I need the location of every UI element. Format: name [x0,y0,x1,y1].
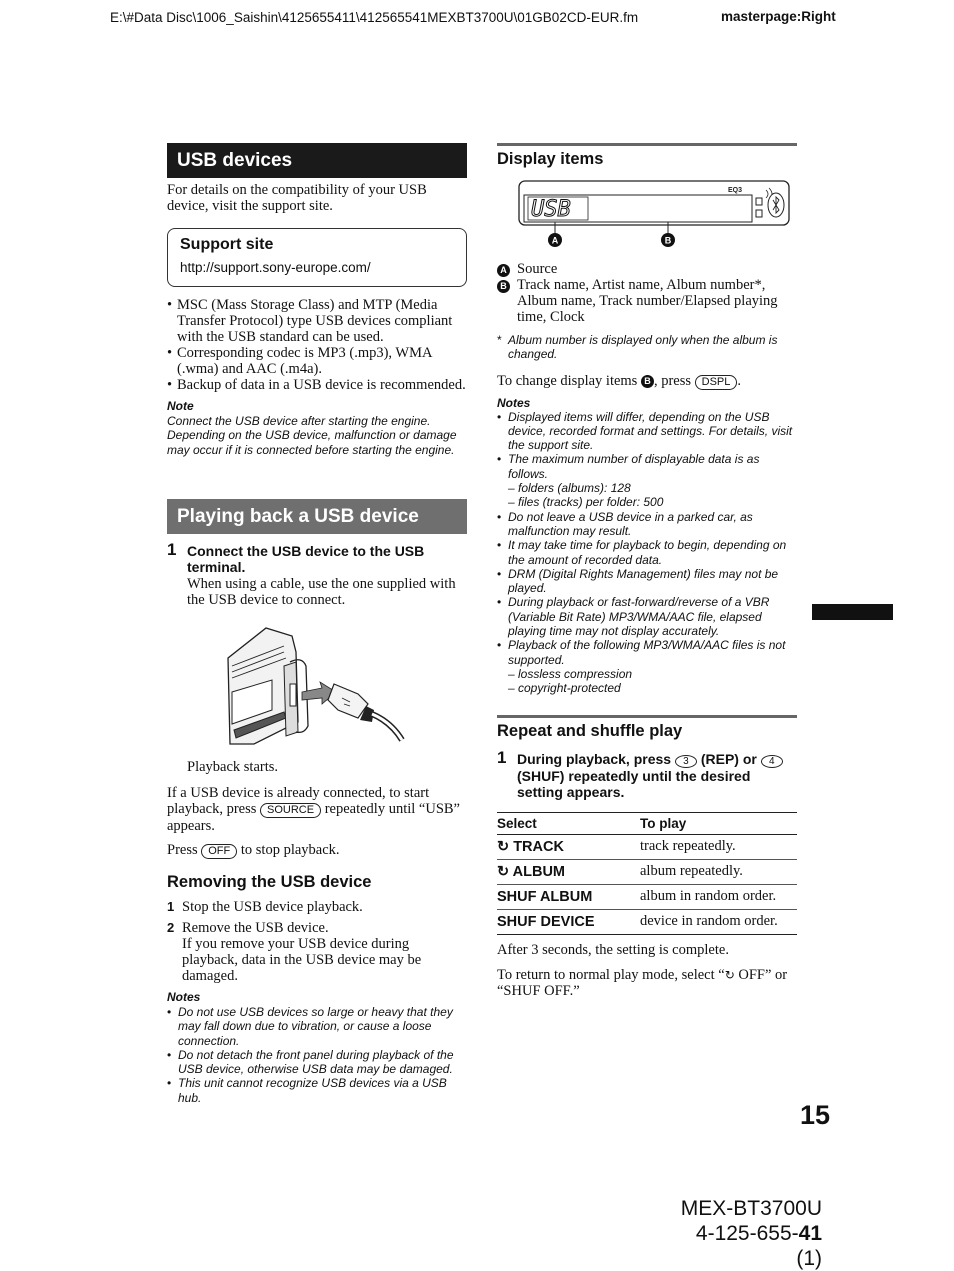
table-row [497,910,797,935]
note-text: The maximum number of displayable data is as follows. [508,452,760,481]
list-item [167,920,467,984]
paragraph-text: If a USB device is already connected, to start playback, press [167,785,430,817]
part-number: 4-125-655-41 (1) [695,1222,822,1270]
paragraph-text: . [737,372,742,389]
list-item [497,261,797,277]
repeat-icon: ↻ [497,838,510,855]
note-subitem: – lossless compression [508,666,633,681]
dspl-button: DSPL [695,375,738,390]
display-illustration [518,180,792,250]
footnote [497,333,797,362]
list-item [497,510,797,539]
list-item: • This unit cannot recognize USB devices via a USB hub. [167,1076,467,1105]
list-item: • MSC (Mass Storage Class) and MTP (Media Transfer Protocol) type USB devices compliant with the USB standard can be used. [167,297,467,345]
callout-b-label: B [497,280,510,293]
usb-devices-section [167,143,467,457]
paragraph-text: To return to normal play mode, select “ [497,967,725,983]
display-items-section [497,143,797,169]
select-cell: ↻ TRACK [497,835,640,860]
playing-back-title: Playing back a USB device [167,499,467,534]
note-text: Displayed items will differ, depending on the USB device, recorded format and settings. For details, visit the support site. [508,409,793,453]
list-item: • Backup of data in a USB device is recommended. [167,377,467,393]
display-items-title: Display items [497,150,604,168]
note-text: Playback of the following MP3/WMA/AAC files is not supported. [508,638,786,667]
file-path: E:\#Data Disc\1006_Saishin\4125655411\412565541MEXBT3700U\01GB02CD-EUR.fm [110,10,639,25]
svg-text:A: A [551,235,559,246]
playing-back-section [167,499,467,608]
key-3-button: 3 [675,755,697,768]
item-b-text: Track name, Artist name, Album number*, Album name, Track number/Elapsed playing time, Clock [517,277,778,325]
paragraph-text: to stop playback. [240,842,340,858]
note-heading: Note [167,399,194,413]
paragraph-text: Press [167,842,198,858]
after-text: After 3 seconds, the setting is complete. [497,942,729,958]
usb-devices-intro: For details on the compatibility of your USB device, visit the support site. [167,182,427,214]
play-cell: device in random order. [640,910,797,935]
paragraph-text: , press [653,372,692,389]
table-row [497,860,797,885]
play-cell: album in random order. [640,885,797,910]
list-item [497,567,797,596]
svg-text:B: B [664,235,672,246]
return-paragraph [497,967,797,999]
callout-a-label: A [497,264,510,277]
select-cell: ↻ ALBUM [497,860,640,885]
list-item [497,595,797,638]
repeat-icon: ↻ [497,863,510,880]
list-item: • Do not detach the front panel during playback of the USB device, otherwise USB data may be damaged. [167,1048,467,1077]
play-cell: album repeatedly. [640,860,797,885]
repeat-shuffle-section [497,715,797,999]
list-item [497,538,797,567]
section-rule [497,143,797,146]
repeat-icon: ↻ [724,968,735,982]
change-display-paragraph [497,373,797,390]
repeat-shuffle-title: Repeat and shuffle play [497,722,683,740]
stop-playback-paragraph [167,842,467,859]
callout-b-label: B [641,375,654,388]
section-tab-marker [812,604,893,620]
table-header-row [497,813,797,835]
paragraph-text: OFF” or “SHUF OFF.” [497,967,788,999]
note-text: Connect the USB device after starting the engine. Depending on the USB device, malfunction or damage may occur if it is connected before starting the engine. [167,414,457,457]
usb-connection-illustration [226,622,411,750]
connect-step [167,540,467,608]
footnote-star: * [497,333,502,347]
key-4-button: 4 [761,755,783,768]
step-title [517,751,797,800]
step-title: Connect the USB device to the USB terminal. [187,543,425,575]
list-item: • Corresponding codec is MP3 (.mp3), WMA (.wma) and AAC (.m4a). [167,345,467,377]
model-name: MEX-BT3700U [680,1197,822,1220]
removing-title: Removing the USB device [167,873,372,891]
list-item [497,452,797,509]
step-text: (SHUF) repeatedly until the desired setting appears. [517,768,751,800]
eq3-indicator: EQ3 [728,187,743,194]
support-site-title: Support site [180,236,274,253]
repeat-step [497,748,797,800]
step-text: (REP) or [700,751,757,767]
off-button: OFF [201,844,237,859]
step-text: When using a cable, use the one supplied with the USB device to connect. [187,576,456,608]
step-number: 2 [167,920,175,935]
note-subitem: – files (tracks) per folder: 500 [508,495,664,510]
step-number: 1 [497,748,507,767]
step-text: Stop the USB device playback. [182,899,363,915]
table-row [497,885,797,910]
note-text: Do not leave a USB device in a parked car, as malfunction may result. [508,509,753,538]
select-cell: SHUF ALBUM [497,885,640,910]
usb-devices-title: USB devices [167,143,467,178]
select-cell: SHUF DEVICE [497,910,640,935]
step-number: 1 [167,899,175,914]
note-subitem: – folders (albums): 128 [508,481,631,496]
list-item [497,410,797,453]
section-rule [497,715,797,718]
playback-starts: Playback starts. [187,759,279,775]
lcd-text: USB [531,197,571,222]
notes-heading: Notes [497,395,531,410]
usb-devices-bullets [167,297,467,393]
source-button: SOURCE [260,803,321,818]
step-number: 1 [167,540,177,559]
already-connected-paragraph [167,785,467,834]
play-cell: track repeatedly. [640,835,797,860]
paragraph-text: repeatedly until “USB” appears. [167,801,460,834]
note-text: DRM (Digital Rights Management) files may not be played. [508,566,779,596]
model-block [666,1196,822,1271]
notes-heading: Notes [167,990,201,1004]
note-text: During playback or fast-forward/reverse of a VBR (Variable Bit Rate) MP3/WMA/AAC file, elapsed playing time may not display accurately. [508,595,770,639]
paragraph-text: To change display items [497,372,638,389]
item-a-text: Source [517,261,558,277]
masterpage-label: masterpage:Right [721,9,836,24]
removing-notes [167,1005,467,1105]
page-number: 15 [800,1100,831,1130]
list-item [497,277,797,325]
list-item [497,638,797,695]
play-mode-table [497,812,797,935]
column-header: To play [640,813,797,835]
step-text: Remove the USB device. [182,920,329,936]
removing-section [167,873,467,1105]
column-header: Select [497,813,640,835]
table-row [497,835,797,860]
list-item: • Do not use USB devices so large or heavy that they may fall down due to vibration, or cause a loose connection. [167,1005,467,1048]
note-text: It may take time for playback to begin, depending on the amount of recorded data. [508,538,787,567]
step-detail: If you remove your USB device during playback, data in the USB device may be damaged. [182,936,422,984]
step-text: During playback, press [517,751,672,767]
support-site-box [167,228,467,287]
display-items-body [497,261,797,696]
support-site-url[interactable]: http://support.sony-europe.com/ [180,260,371,275]
footnote-text: Album number is displayed only when the album is changed. [508,333,778,362]
note-subitem: – copyright-protected [508,681,621,696]
list-item [167,899,467,915]
display-items-notes [497,410,797,696]
